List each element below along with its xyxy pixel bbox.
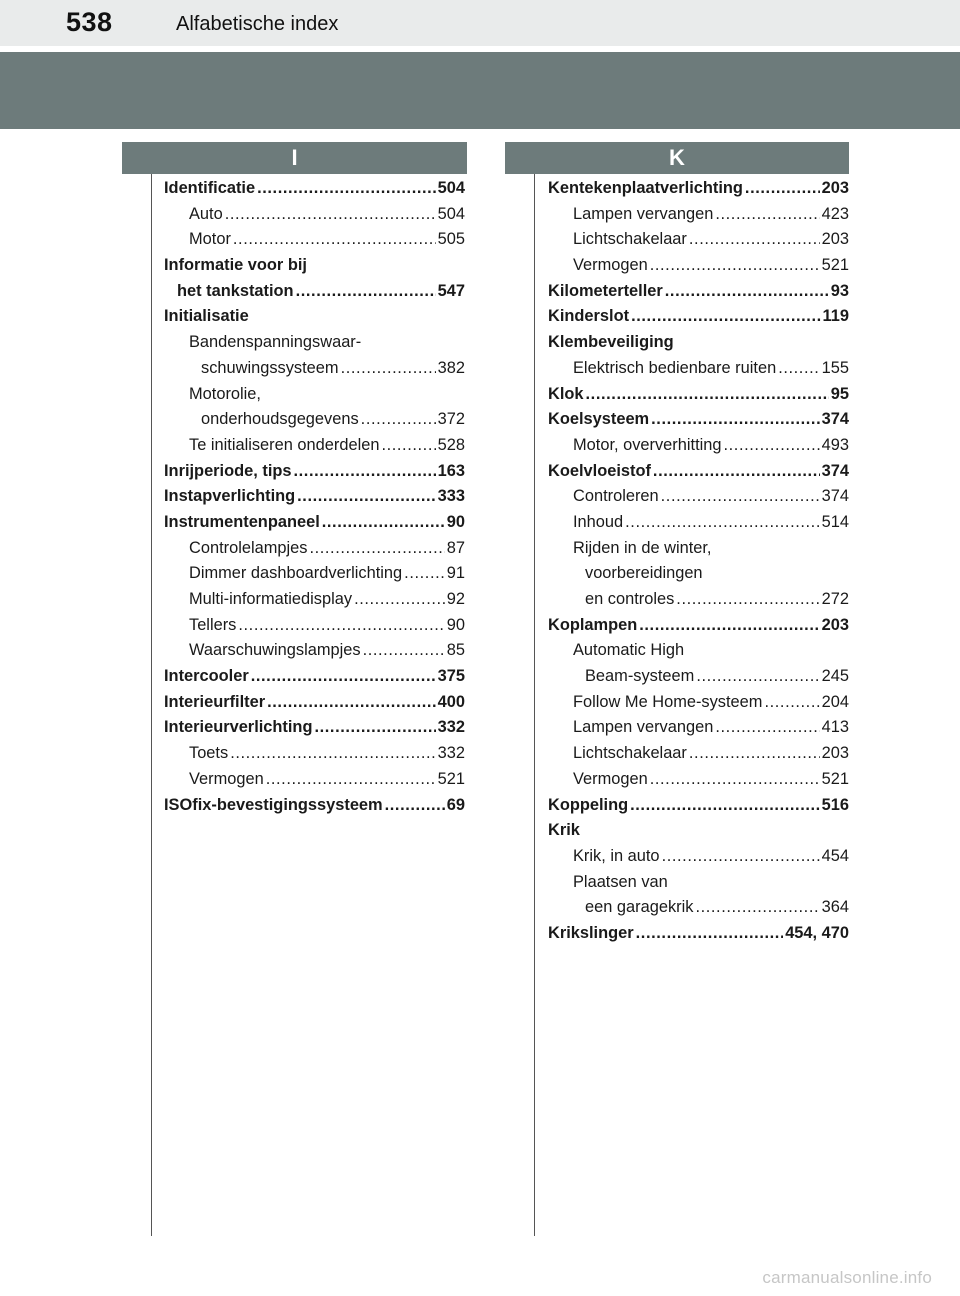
index-entry [164,356,465,382]
index-entry [164,253,465,279]
index-page-ref: 92 [446,590,465,608]
index-term: Koelsysteem [548,410,650,429]
dot-leader [650,767,820,793]
index-page-ref: 245 [821,667,849,686]
index-entry [164,536,465,562]
index-entry [164,613,465,639]
index-term: Tellers [189,615,237,634]
index-entry [164,484,465,510]
index-term: Motor, oververhitting [573,435,722,454]
index-page-ref: 203 [821,230,849,249]
dot-leader [630,793,820,819]
index-page-ref: 203 [821,179,849,197]
index-term: Identificatie [164,179,256,197]
page-title: Alfabetische index [176,13,339,35]
index-page-ref: 382 [437,358,465,377]
index-term: Lampen vervangen [573,718,714,737]
index-entry [164,433,465,459]
index-page-ref: 493 [821,435,849,454]
dot-leader [665,279,829,305]
index-page-ref: 203 [821,615,849,634]
index-entry [548,715,849,741]
dot-leader [653,459,820,485]
dot-leader [267,690,436,716]
index-term: Koppeling [548,795,629,814]
dot-leader [257,176,436,202]
dot-leader [639,613,819,639]
dot-leader [238,613,444,639]
index-term: Lichtschakelaar [573,744,687,763]
index-term: Vermogen [573,769,648,788]
dot-leader [764,690,819,716]
index-entry [548,279,849,305]
dot-leader [625,510,820,536]
index-entry [164,330,465,356]
dot-leader [296,279,436,305]
index-entry [548,227,849,253]
dot-leader [650,253,820,279]
index-entry [164,767,465,793]
index-entry [548,767,849,793]
index-page-ref: 203 [821,744,849,763]
index-entry [548,690,849,716]
index-term: Lichtschakelaar [573,230,687,249]
index-term: Inhoud [573,512,624,531]
index-entry [164,690,465,716]
index-entry [164,279,465,305]
dot-leader [361,407,436,433]
index-column-i [164,176,465,818]
index-term: Beam-systeem [585,667,695,686]
index-page-ref: 332 [437,744,465,763]
index-term: Motorolie, [189,384,261,403]
index-page-ref: 272 [821,590,849,608]
index-entry [548,741,849,767]
index-entry [164,741,465,767]
index-entry [164,176,465,202]
index-entry [548,407,849,433]
index-page-ref: 87 [446,538,465,557]
index-entry [164,510,465,536]
index-entry [164,638,465,664]
index-term: en controles [585,590,675,608]
dot-leader [230,741,435,767]
index-page-ref: 155 [821,358,849,377]
index-page-ref: 91 [446,564,465,583]
index-term: Krik, in auto [573,846,660,865]
index-entry [164,561,465,587]
index-page-ref: 454, 470 [785,923,849,942]
page-number: 538 [66,7,113,37]
index-term: Interieurverlichting [164,718,313,737]
index-page-ref: 374 [821,487,849,506]
index-page-ref: 521 [437,769,465,788]
dot-leader [745,176,820,202]
index-page-ref: 374 [821,410,849,429]
section-header-i: I [122,142,467,174]
dot-leader [354,587,445,613]
dot-leader [661,484,820,510]
index-term: Instapverlichting [164,487,296,506]
dot-leader [385,793,445,819]
dot-leader [715,715,819,741]
index-entry [548,793,849,819]
index-term: een garagekrik [585,898,694,917]
index-page-ref: 85 [446,641,465,660]
index-page-ref: 454 [821,846,849,865]
index-page-ref: 505 [437,230,465,249]
dot-leader [662,844,820,870]
index-entry [548,484,849,510]
index-page-ref: 521 [821,256,849,275]
dot-leader [631,304,820,330]
dot-leader [778,356,819,382]
index-page-ref: 163 [437,461,465,480]
index-page-ref: 95 [830,384,849,403]
index-term: het tankstation [177,281,294,300]
dot-leader [233,227,436,253]
index-term: Klok [548,384,584,403]
index-entry [548,895,849,921]
index-column-k [548,176,849,947]
index-entry [548,921,849,947]
index-page-ref: 333 [437,487,465,506]
index-page-ref: 372 [437,410,465,429]
index-term: onderhoudsgegevens [201,410,359,429]
dot-leader [363,638,445,664]
top-header-strip [0,0,960,46]
dot-leader [266,767,436,793]
index-page-ref: 528 [437,435,465,454]
index-term: Interieurfilter [164,692,266,711]
dot-leader [314,715,435,741]
dot-leader [586,382,829,408]
index-page-ref: 332 [437,718,465,737]
dot-leader [696,664,819,690]
header-band [0,52,960,129]
index-term: Kinderslot [548,307,630,326]
index-entry [548,330,849,356]
index-entry [164,459,465,485]
index-term: Waarschuwingslampjes [189,641,361,660]
dot-leader [294,459,436,485]
index-term: Intercooler [164,667,249,686]
index-term: Vermogen [189,769,264,788]
index-term: Vermogen [573,256,648,275]
index-term: Controlelampjes [189,538,308,557]
index-term: Lampen vervangen [573,204,714,223]
index-term: Toets [189,744,229,763]
index-entry [164,407,465,433]
index-term: Controleren [573,487,659,506]
dot-leader [651,407,820,433]
index-entry [164,793,465,819]
dot-leader [341,356,436,382]
dot-leader [689,227,820,253]
index-page-ref: 90 [446,615,465,634]
index-term: Koelvloeistof [548,461,651,480]
index-page-ref: 504 [437,179,465,197]
index-page-ref: 204 [821,692,849,711]
index-entry [164,664,465,690]
index-page-ref: 547 [437,281,465,300]
watermark: carmanualsonline.info [762,1268,932,1287]
column-rule-left [151,174,152,1236]
index-entry [548,844,849,870]
index-entry [548,613,849,639]
dot-leader [381,433,435,459]
index-page-ref: 504 [437,204,465,223]
index-entry [548,253,849,279]
index-term: Koplampen [548,615,638,634]
index-term: ISOfix-bevestigingssysteem [164,795,383,814]
index-entry [548,202,849,228]
index-page-ref: 400 [437,692,465,711]
dot-leader [225,202,436,228]
index-entry [548,561,849,587]
dot-leader [695,895,819,921]
index-term: Bandenspanningswaar- [189,333,362,352]
index-page-ref: 423 [821,204,849,223]
index-term: Krik [548,821,580,840]
index-entry [164,202,465,228]
index-term: Informatie voor bij [164,256,307,275]
dot-leader [297,484,435,510]
index-entry [548,176,849,202]
index-term: voorbereidingen [585,564,703,583]
index-entry [548,433,849,459]
index-page-ref: 69 [446,795,465,814]
index-entry [548,870,849,896]
index-page-ref: 93 [830,281,849,300]
dot-leader [309,536,444,562]
index-entry [548,304,849,330]
dot-leader [676,587,819,613]
index-term: Inrijperiode, tips [164,461,292,480]
index-entry [164,227,465,253]
index-entry [548,818,849,844]
index-page-ref: 375 [437,667,465,686]
index-entry [548,587,849,613]
index-term: Krikslinger [548,923,634,942]
index-term: Rijden in de winter, [573,538,712,557]
index-term: Follow Me Home-systeem [573,692,763,711]
index-page-ref: 364 [821,898,849,917]
index-term: Dimmer dashboardverlichting [189,564,403,583]
index-page-ref: 119 [822,307,849,326]
index-term: Elektrisch bedienbare ruiten [573,358,777,377]
index-page-ref: 413 [821,718,849,737]
index-page-ref: 90 [446,512,465,531]
index-entry [164,715,465,741]
dot-leader [724,433,820,459]
column-rule-right [534,174,535,1236]
index-term: Instrumentenpaneel [164,512,320,531]
index-term: Plaatsen van [573,872,668,891]
index-entry [548,536,849,562]
index-entry [548,382,849,408]
index-term: Initialisatie [164,307,249,326]
dot-leader [251,664,436,690]
index-entry [548,356,849,382]
index-page-ref: 521 [821,769,849,788]
index-term: Kentekenplaatverlichting [548,179,743,197]
index-page-ref: 514 [821,512,849,531]
dot-leader [636,921,784,947]
index-entry [164,304,465,330]
index-page-ref: 374 [821,461,849,480]
index-term: Te initialiseren onderdelen [189,435,380,454]
dot-leader [322,510,445,536]
index-term: Motor [189,230,231,249]
index-entry [548,638,849,664]
index-term: Automatic High [573,641,685,660]
dot-leader [689,741,820,767]
index-entry [548,664,849,690]
index-term: Klembeveiliging [548,333,674,352]
dot-leader [404,561,445,587]
dot-leader [715,202,819,228]
index-page-ref: 516 [821,795,849,814]
index-term: Auto [189,204,223,223]
index-entry [548,459,849,485]
index-term: Multi-informatiedisplay [189,590,353,608]
index-term: Kilometerteller [548,281,663,300]
index-term: schuwingssysteem [201,358,339,377]
index-entry [548,510,849,536]
index-entry [164,382,465,408]
section-header-k: K [505,142,849,174]
index-entry [164,587,465,613]
